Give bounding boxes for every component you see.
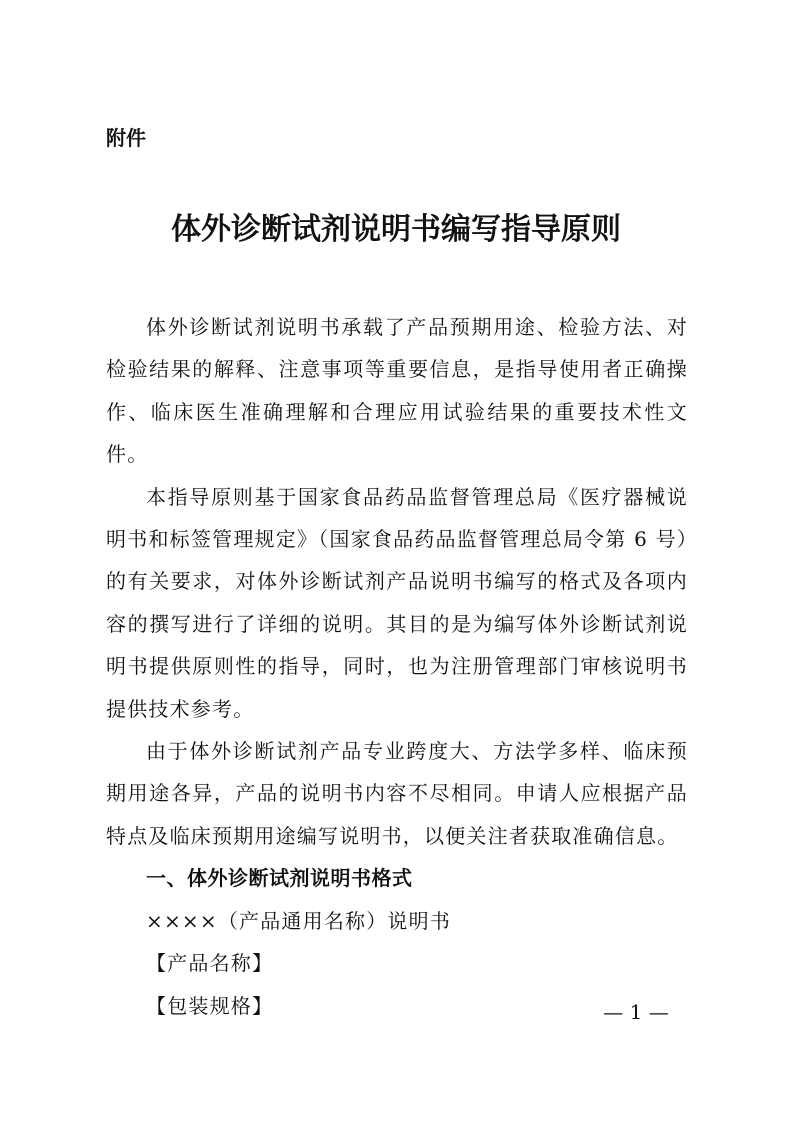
section-heading: 一、体外诊断试剂说明书格式 xyxy=(146,866,413,891)
paragraph-scope: 由于体外诊断试剂产品专业跨度大、方法学多样、临床预期用途各异，产品的说明书内容不尽相同。申请人应根据产品特点及临床预期用途编写说明书，以便关注者获取准确信息。 xyxy=(106,739,688,848)
paragraph-intro: 体外诊断试剂说明书承载了产品预期用途、检验方法、对检验结果的解释、注意事项等重要信息，是指导使用者正确操作、临床医生准确理解和合理应用试验结果的重要技术性文件。 xyxy=(106,315,688,467)
paragraph-basis: 本指导原则基于国家食品药品监督管理总局《医疗器械说明书和标签管理规定》（国家食品药品监督管理总局令第 6 号）的有关要求，对体外诊断试剂产品说明书编写的格式及各项内容的撰写进行了详细的说明。其目的是为编写体外诊断试剂说明书提供原则性的指导，同时，也为注册管理部门审核说明书提供技术参考。 xyxy=(106,484,688,721)
document-title: 体外诊断试剂说明书编写指导原则 xyxy=(171,212,621,247)
annex-label: 附件 xyxy=(106,126,146,150)
page-number: — 1 — xyxy=(603,1000,669,1024)
format-title-line: ××××（产品通用名称）说明书 xyxy=(146,908,452,933)
format-item-product-name: 【产品名称】 xyxy=(146,951,274,976)
format-item-package-spec: 【包装规格】 xyxy=(146,993,274,1018)
document-body xyxy=(106,306,688,1027)
